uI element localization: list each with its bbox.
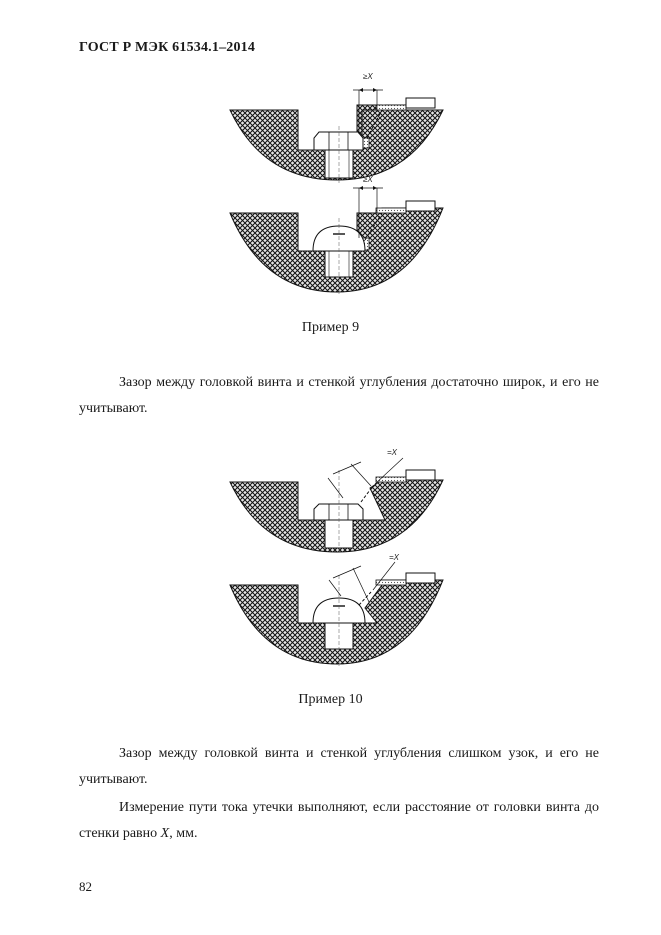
paragraph-2: Зазор между головкой винта и стенкой углубления слишком узок, и его не учитывают. — [79, 746, 599, 787]
fig10-bottom-dimension-label: =X — [389, 553, 400, 562]
fig10-top-dimension-label: =X — [387, 448, 398, 457]
figure-9-drawing — [225, 68, 455, 298]
fig9-bottom-dimension-label: ≥X — [363, 175, 373, 184]
paragraph-3-text: Измерение пути тока утечки выполняют, если расстояние от головки винта до стенки равно — [79, 800, 599, 841]
document-header: ГОСТ Р МЭК 61534.1–2014 — [79, 40, 256, 55]
variable-x: X — [160, 826, 170, 841]
page-number: 82 — [79, 879, 92, 894]
fig9-bottom-round-screw — [230, 175, 443, 294]
paragraph-3 — [79, 795, 599, 847]
paragraph-3-end: , мм. — [169, 826, 198, 841]
paragraph-1: Зазор между головкой винта и стенкой углубления достаточно широк, и его не учитывают. — [79, 375, 599, 416]
figure-10-caption: Пример 10 — [298, 692, 363, 707]
fig10-top-hex-screw — [230, 448, 443, 552]
fig9-top-hex-screw — [230, 72, 443, 183]
figure-10-drawing — [225, 440, 455, 670]
fig10-bottom-round-screw — [230, 553, 443, 666]
figure-9-caption: Пример 9 — [301, 320, 360, 335]
fig9-top-dimension-label: ≥X — [363, 72, 373, 81]
